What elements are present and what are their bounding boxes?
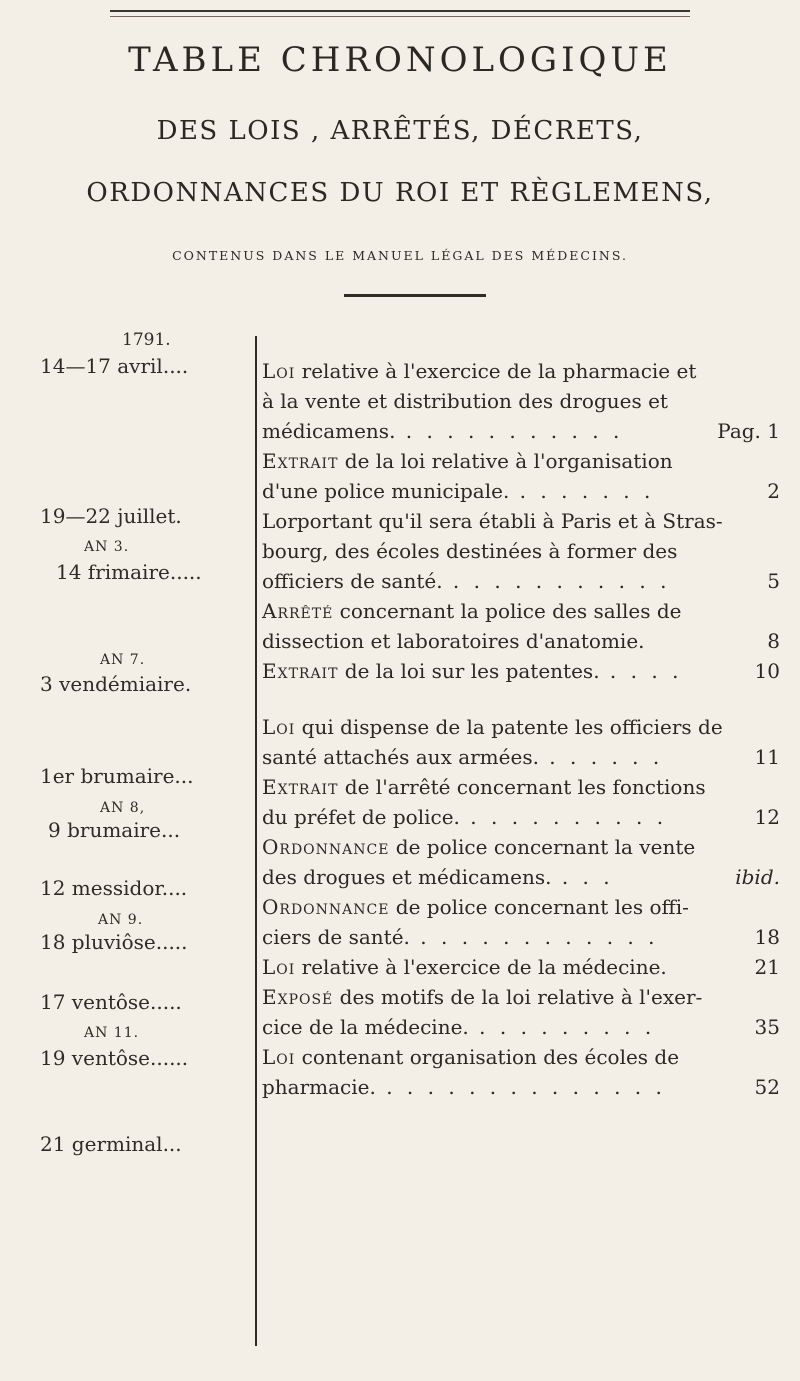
entry-item <box>262 1042 780 1102</box>
entry-text: des drogues et médicamens. <box>262 865 552 889</box>
entry-text: de l'arrêté concernant les fonctions <box>344 775 706 799</box>
entry-lead: Ordonnance <box>262 895 390 919</box>
entry-page: 21 <box>754 955 780 979</box>
entry-text: médicamens. <box>262 419 396 443</box>
entry-item <box>262 712 780 772</box>
entry-dots: . . . <box>551 865 614 889</box>
entry-text: bourg, des écoles destinées à former des <box>262 539 678 563</box>
entry-text: de police concernant les offi- <box>395 895 689 919</box>
entry-page: 12 <box>754 805 780 829</box>
entry-page: ibid. <box>735 865 780 889</box>
date-an: AN 9. <box>98 912 144 928</box>
entry-text: du préfet de police. <box>262 805 460 829</box>
entry-text: relative à l'exercice de la médecine. <box>301 955 667 979</box>
entry-item <box>262 356 780 446</box>
entry-text: concernant la police des salles de <box>339 599 682 623</box>
entry-page: Pag. 1 <box>717 419 780 443</box>
entry-text: contenant organisation des écoles de <box>301 1045 680 1069</box>
entry-dots: . . . . . . . . . . <box>459 805 668 829</box>
entry-dots: . . . . . . . <box>509 479 655 503</box>
date-year: 1791. <box>122 330 171 350</box>
entry-lead: Ordonnance <box>262 835 390 859</box>
divider-rule <box>344 294 486 297</box>
entry-lead: Arrêté <box>262 599 334 623</box>
entry-page: 11 <box>754 745 780 769</box>
entry-text: de la loi relative à l'organisation <box>344 449 673 473</box>
entry-text: qui dispense de la patente les officiers de <box>301 715 723 739</box>
entry-text: santé attachés aux armées. <box>262 745 539 769</box>
entry-text: de police concernant la vente <box>395 835 696 859</box>
entry-page: 52 <box>754 1075 780 1099</box>
entry-dots: . . . . . . . . . . . <box>395 419 624 443</box>
top-rule <box>110 10 690 17</box>
date-label: 12 messidor.... <box>40 876 188 900</box>
subtitle-line-3: CONTENUS DANS LE MANUEL LÉGAL DES MÉDECINS. <box>172 248 628 263</box>
entry-page: 2 <box>767 479 780 503</box>
entry-page: 10 <box>754 659 780 683</box>
date-label: 14—17 avril.... <box>40 354 189 378</box>
entry-dots: . . . . . . . . . . . <box>442 569 671 593</box>
date-label: 3 vendémiaire. <box>40 672 192 696</box>
entry-dots: . . . . <box>599 659 683 683</box>
column-divider <box>255 336 257 1346</box>
entry-lead: Exposé <box>262 985 334 1009</box>
entry-dots: . . . . . . . . . . . . . . <box>375 1075 666 1099</box>
entry-dots: . . . . . . . . . . . . <box>409 925 659 949</box>
entry-text: à la vente et distribution des drogues et <box>262 389 668 413</box>
date-an: AN 8, <box>100 800 146 816</box>
entry-item <box>262 446 780 506</box>
entry-lead: Loi <box>262 715 296 739</box>
entry-lead: Extrait <box>262 775 339 799</box>
entry-lead: Extrait <box>262 449 339 473</box>
entry-text: dissection et laboratoires d'anatomie. <box>262 629 645 653</box>
entry-text: cice de la médecine. <box>262 1015 469 1039</box>
entry-text: ciers de santé. <box>262 925 410 949</box>
date-an: AN 3. <box>84 539 130 555</box>
entry-item <box>262 892 780 952</box>
entry-item <box>262 506 780 596</box>
date-label: 19 ventôse...... <box>40 1046 189 1070</box>
entry-text: officiers de santé. <box>262 569 443 593</box>
date-label: 17 ventôse..... <box>40 990 182 1014</box>
date-label: 1er brumaire... <box>40 764 194 788</box>
date-label: 19—22 juillet. <box>40 504 182 528</box>
date-label: 21 germinal... <box>40 1132 182 1156</box>
entry-item <box>262 656 780 686</box>
date-label: 14 frimaire..... <box>56 560 202 584</box>
entry-text: de la loi sur les patentes. <box>344 659 600 683</box>
entry-item <box>262 772 780 832</box>
date-an: AN 7. <box>100 652 146 668</box>
entry-text: pharmacie. <box>262 1075 376 1099</box>
entry-lead: Extrait <box>262 659 339 683</box>
date-label: 9 brumaire... <box>48 818 181 842</box>
entry-lead: Loi <box>262 955 296 979</box>
entry-text: Lorportant qu'il sera établi à Paris et à Stras- <box>262 509 723 533</box>
entry-item <box>262 952 780 982</box>
entry-text: d'une police municipale. <box>262 479 510 503</box>
page-title: TABLE CHRONOLOGIQUE <box>128 40 672 80</box>
entry-item <box>262 982 780 1042</box>
entry-item <box>262 832 780 892</box>
entry-lead: Loi <box>262 359 296 383</box>
subtitle-line-1: DES LOIS , ARRÊTÉS, DÉCRETS, <box>156 116 644 146</box>
entry-page: 5 <box>767 569 780 593</box>
entry-page: 18 <box>754 925 780 949</box>
entry-page: 35 <box>754 1015 780 1039</box>
entry-dots: . . . . . . <box>538 745 664 769</box>
date-label: 18 pluviôse..... <box>40 930 188 954</box>
entry-page: 8 <box>767 629 780 653</box>
subtitle-line-2: ORDONNANCES DU ROI ET RÈGLEMENS, <box>86 178 714 208</box>
entry-lead: Loi <box>262 1045 296 1069</box>
entry-text: des motifs de la loi relative à l'exer- <box>339 985 703 1009</box>
entry-item <box>262 596 780 656</box>
entry-dots: . . . . . . . . . <box>468 1015 656 1039</box>
entry-text: relative à l'exercice de la pharmacie et <box>301 359 697 383</box>
date-an: AN 11. <box>84 1025 140 1041</box>
